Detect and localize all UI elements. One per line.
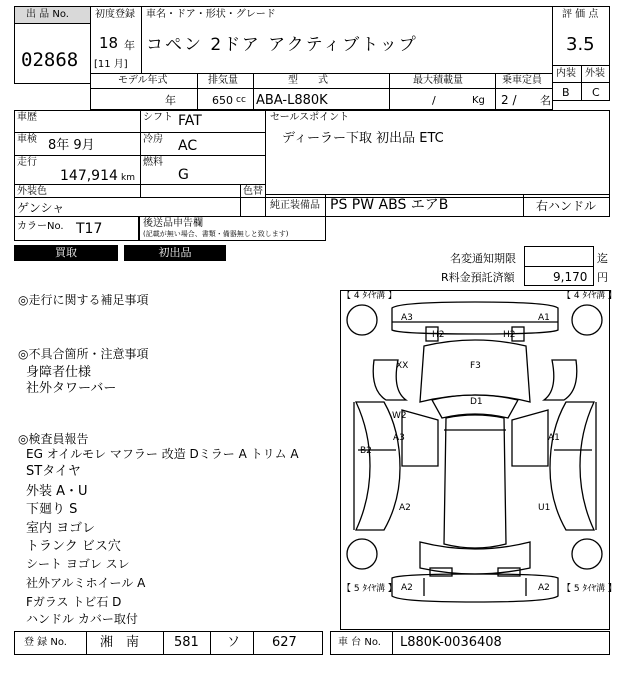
reg-label: 登 録 No.	[24, 637, 67, 648]
year-unit: 年	[124, 39, 135, 52]
damage-mark: F3	[470, 361, 481, 371]
tire-tread-rear-right: 【 5 ﾀｲﾔ溝 】	[562, 584, 617, 594]
lot-number: 02868	[21, 49, 79, 71]
interior-label: 内装	[556, 68, 576, 79]
car-name-label: 車名・ドア・形状・グレード	[146, 9, 276, 20]
drive-notes-heading: ◎走行に関する補足事項	[18, 293, 149, 307]
ext-color-value: ゲンシャ	[17, 201, 65, 215]
damage-mark: A1	[538, 313, 550, 323]
damage-mark: U1	[538, 503, 551, 513]
exterior-grade: C	[592, 86, 600, 99]
inspector-item: シート ヨゴレ スレ	[26, 557, 130, 571]
defect-item: 身障者仕様	[26, 365, 92, 380]
load-unit: Kg	[472, 95, 485, 106]
recycle-label: R料金預託済額	[441, 271, 515, 284]
displacement-label: 排気量	[208, 75, 238, 86]
model-year-label: モデル年式	[118, 75, 168, 86]
post-doc-label: 後送品申告欄	[143, 218, 203, 229]
shift-label: シフト	[143, 112, 173, 123]
mileage-label: 走行	[17, 157, 37, 168]
ext-color-label: 外装色	[17, 186, 47, 197]
inspector-item: トランク ビス穴	[26, 539, 121, 554]
sales-point-block	[265, 110, 610, 198]
inspector-item: 外装 A・U	[26, 484, 88, 499]
first-reg-label: 初度登録	[95, 9, 135, 20]
tire-tread-rear-left: 【 5 ﾀｲﾔ溝 】	[342, 584, 397, 594]
lot-label: 出 品 No.	[26, 9, 69, 20]
chassis-label: 車 台 No.	[338, 637, 381, 648]
load-label: 最大積載量	[413, 75, 463, 86]
inspector-item: Fガラス トビ石 D	[26, 595, 122, 609]
model-value: ABA-L880K	[256, 93, 328, 108]
displacement-value: 650	[212, 94, 233, 107]
inspection-label: 車検	[17, 134, 37, 145]
reg-kana: ソ	[227, 635, 241, 650]
reg-area: 湘 南	[100, 635, 140, 650]
color-no-value: T17	[76, 221, 103, 237]
history-label: 車歴	[17, 112, 37, 123]
sales-point-value: ディーラー下取 初出品 ETC	[282, 131, 444, 146]
post-doc-note: (記載が無い場合、書類・備器無しと致します)	[143, 230, 289, 238]
deadline-label: 名変通知期限	[450, 252, 516, 265]
damage-mark: W2	[392, 411, 407, 421]
reg-class: 581	[174, 635, 199, 650]
damage-mark: D1	[470, 397, 483, 407]
displacement-unit: cc	[236, 95, 246, 105]
damage-mark: H2	[432, 330, 445, 340]
deadline-unit: 迄	[597, 252, 608, 265]
tire-tread-front-left: 【 4 ﾀｲﾔ溝 】	[342, 291, 397, 301]
damage-mark: A2	[399, 503, 411, 513]
damage-mark: XX	[396, 361, 409, 371]
damage-mark: A2	[401, 583, 413, 593]
capacity-unit: 名	[540, 94, 551, 107]
reg-number: 627	[272, 635, 297, 650]
damage-mark: B2	[360, 446, 372, 456]
recycle-unit: 円	[597, 271, 608, 284]
first-reg-year: 18	[99, 34, 119, 52]
exterior-label: 外装	[585, 68, 605, 79]
capacity-label: 乗車定員	[502, 75, 542, 86]
inspector-item: EG オイルモレ マフラー 改造 Dミラー A トリム A	[26, 447, 299, 461]
deadline-field	[524, 246, 594, 267]
chassis-number: L880K-0036408	[400, 635, 502, 650]
damage-mark: H2	[503, 330, 516, 340]
capacity-value: 2 /	[501, 93, 517, 107]
defect-item: 社外タワーバー	[26, 381, 117, 396]
grade-value: 3.5	[566, 34, 595, 55]
inspector-item: ハンドル カバー取付	[26, 612, 138, 626]
fuel-label: 燃料	[143, 157, 163, 168]
color-no-label: カラーNo.	[17, 221, 64, 232]
mileage-value: 147,914	[60, 168, 118, 184]
inspector-item: 室内 ヨゴレ	[26, 521, 96, 536]
tire-tread-front-right: 【 4 ﾀｲﾔ溝 】	[562, 291, 617, 301]
inspection-value: 8年 9月	[48, 138, 95, 153]
defects-heading: ◎不具合箇所・注意事項	[18, 347, 149, 361]
interior-grade: B	[562, 86, 570, 99]
ac-label: 冷房	[143, 134, 163, 145]
sales-point-label: セールスポイント	[270, 112, 350, 123]
inspector-item: 下廻り S	[26, 502, 78, 517]
recycle-value: 9,170	[553, 270, 588, 284]
car-diagram-drawing	[340, 290, 610, 630]
inspector-item: 社外アルミホイール A	[26, 576, 146, 590]
first-listing-badge: 初出品	[124, 245, 226, 261]
ac-value: AC	[178, 138, 198, 154]
damage-mark: A3	[393, 433, 405, 443]
damage-mark: A3	[401, 313, 413, 323]
steering-value: 右ハンドル	[536, 199, 597, 213]
damage-mark: A2	[538, 583, 550, 593]
shift-value: FAT	[178, 113, 202, 129]
inspector-heading: ◎検査員報告	[18, 432, 89, 446]
grade-label: 評 価 点	[562, 9, 599, 20]
mileage-unit: km	[121, 173, 135, 183]
damage-mark: A1	[548, 433, 560, 443]
model-year-unit: 年	[165, 94, 176, 107]
buy-badge: 買取	[14, 245, 118, 261]
model-label: 型 式	[288, 75, 328, 86]
fuel-value: G	[178, 167, 189, 183]
load-slash: /	[432, 94, 436, 107]
inspector-item: STタイヤ	[26, 464, 81, 479]
first-reg-month: [11 月]	[94, 59, 128, 70]
equip-value: PS PW ABS エアB	[330, 197, 449, 213]
equip-label: 純正装備品	[270, 200, 320, 211]
repaint-label: 色替	[243, 186, 263, 197]
car-name: コペン 2ドア アクティブトップ	[146, 35, 418, 55]
